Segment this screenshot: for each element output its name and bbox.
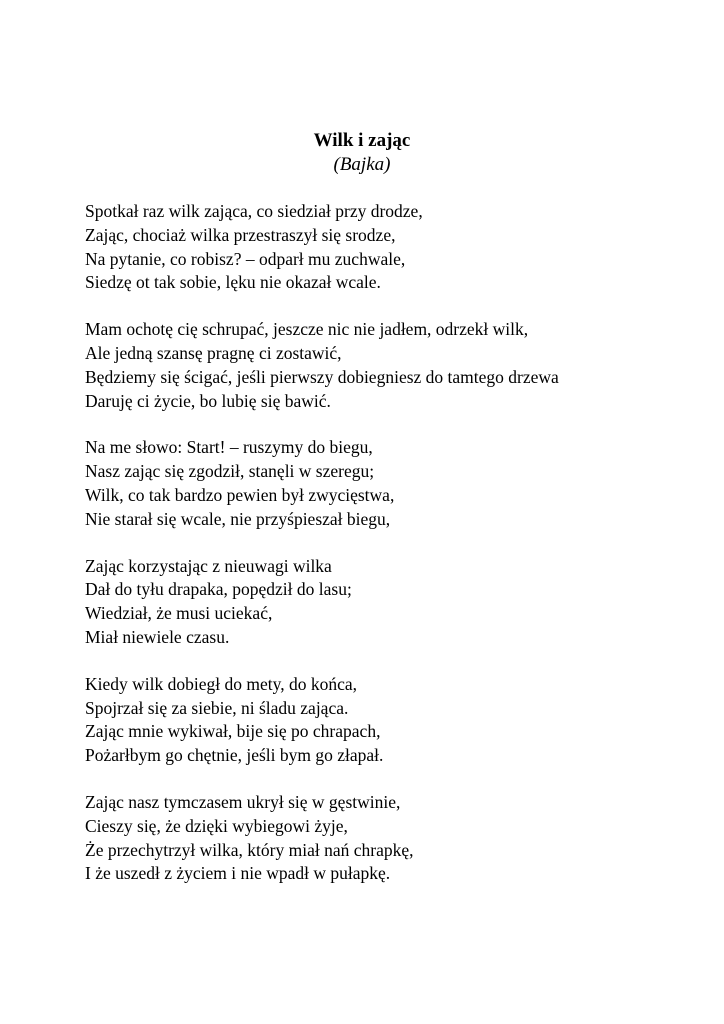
poem-line: Dał do tyłu drapaka, popędził do lasu;	[85, 579, 352, 600]
poem-line: Siedzę ot tak sobie, lęku nie okazał wcale.	[85, 272, 381, 293]
poem-line: Spotkał raz wilk zająca, co siedział przy drodze,	[85, 201, 423, 221]
stanza	[85, 200, 705, 295]
poem-line: Ale jedną szansę pragnę ci zostawić,	[85, 342, 342, 363]
poem-line: Nie starał się wcale, nie przyśpieszał biegu,	[85, 508, 391, 529]
stanza	[85, 791, 705, 886]
poem-line: Spojrzał się za siebie, ni śladu zająca.	[85, 697, 349, 718]
poem-line: Wiedział, że musi uciekać,	[85, 603, 273, 624]
poem-line: Że przechytrzył wilka, który miał nań chrapkę,	[85, 839, 414, 860]
poem-line: Cieszy się, że dzięki wybiegowi żyje,	[85, 815, 348, 836]
stanza	[85, 436, 705, 531]
poem-line: Daruję ci życie, bo lubię się bawić.	[85, 390, 331, 411]
poem-line: Będziemy się ścigać, jeśli pierwszy dobiegniesz do tamtego drzewa	[85, 366, 559, 387]
stanza	[85, 555, 705, 650]
poem-line: Zając nasz tymczasem ukrył się w gęstwinie,	[85, 791, 401, 812]
stanza	[85, 673, 705, 768]
poem-title: Wilk i zając	[313, 130, 411, 151]
stanza	[85, 318, 705, 413]
poem-line: Zając korzystając z nieuwagi wilka	[85, 555, 332, 576]
poem-line: Kiedy wilk dobiegł do mety, do końca,	[85, 673, 358, 694]
poem-line: Na pytanie, co robisz? – odparł mu zuchwale,	[85, 248, 406, 269]
poem-line: Wilk, co tak bardzo pewien był zwycięstwa,	[85, 484, 395, 505]
poem-line: Miał niewiele czasu.	[85, 626, 230, 647]
poem-line: Pożarłbym go chętnie, jeśli bym go złapał.	[85, 745, 384, 766]
poem-subtitle: (Bajka)	[333, 154, 391, 175]
poem-line: Nasz zając się zgodził, stanęli w szeregu;	[85, 461, 375, 482]
poem-line: Zając, chociaż wilka przestraszył się srodze,	[85, 224, 396, 245]
poem-line: I że uszedł z życiem i nie wpadł w pułapkę.	[85, 863, 391, 884]
poem-line: Mam ochotę cię schrupać, jeszcze nic nie jadłem, odrzekł wilk,	[85, 319, 529, 340]
poem-line: Na me słowo: Start! – ruszymy do biegu,	[85, 437, 373, 458]
poem-body	[85, 200, 705, 909]
poem-line: Zając mnie wykiwał, bije się po chrapach,	[85, 721, 381, 742]
